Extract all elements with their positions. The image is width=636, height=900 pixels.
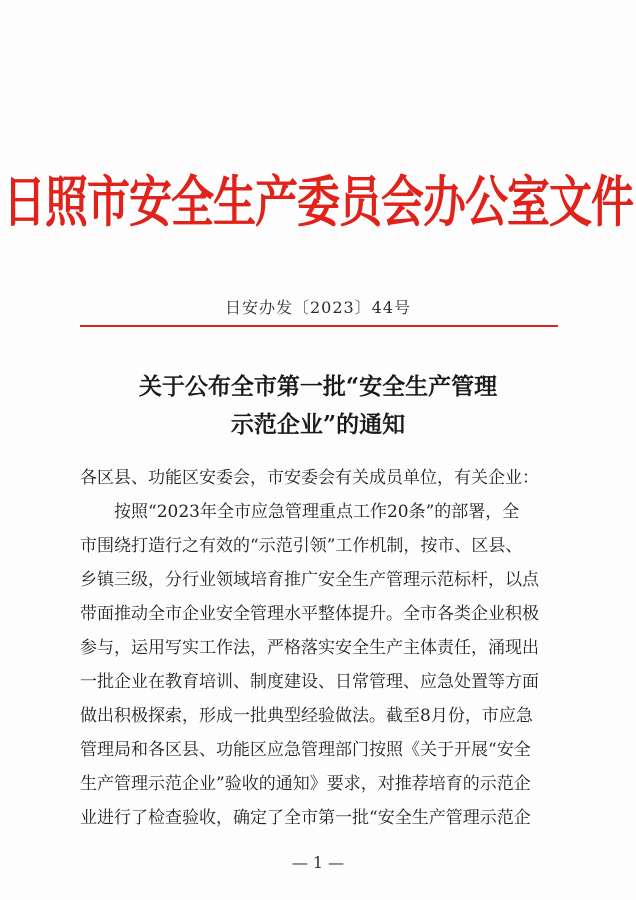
body-line: 市围绕打造行之有效的“示范引领”工作机制，按市、区县、	[80, 536, 523, 556]
body-line: 管理局和各区县、功能区应急管理部门按照《关于开展“安全	[80, 740, 531, 760]
notice-title-line-2: 示范企业”的通知	[230, 411, 406, 438]
salutation: 各区县、功能区安委会，市安委会有关成员单位，有关企业：	[80, 468, 539, 488]
body-line: 业进行了检查验收，确定了全市第一批“安全生产管理示范企	[80, 808, 531, 828]
body-line: 乡镇三级，分行业领域培育推广安全生产管理示范标杆，以点	[80, 570, 539, 590]
document-number: 日安办发〔2023〕44号	[224, 298, 412, 317]
body-line: 带面推动全市企业安全管理水平整体提升。全市各类企业积极	[80, 604, 539, 624]
body-line: 做出积极探索，形成一批典型经验做法。截至8月份，市应急	[80, 706, 533, 726]
body-line: 一批企业在教育培训、制度建设、日常管理、应急处置等方面	[80, 672, 539, 692]
header-divider-rule	[80, 325, 558, 327]
document-header-title: 日照市安全生产委员会办公室文件	[3, 170, 633, 235]
page-number: — 1 —	[291, 853, 345, 872]
notice-title-line-1: 关于公布全市第一批“安全生产管理	[138, 373, 498, 400]
body-line: 生产管理示范企业”验收的通知》要求，对推荐培育的示范企	[80, 774, 531, 794]
body-line: 按照“2023年全市应急管理重点工作20条”的部署，全	[114, 502, 520, 522]
body-line: 参与，运用写实工作法，严格落实安全生产主体责任，涌现出	[80, 638, 539, 658]
